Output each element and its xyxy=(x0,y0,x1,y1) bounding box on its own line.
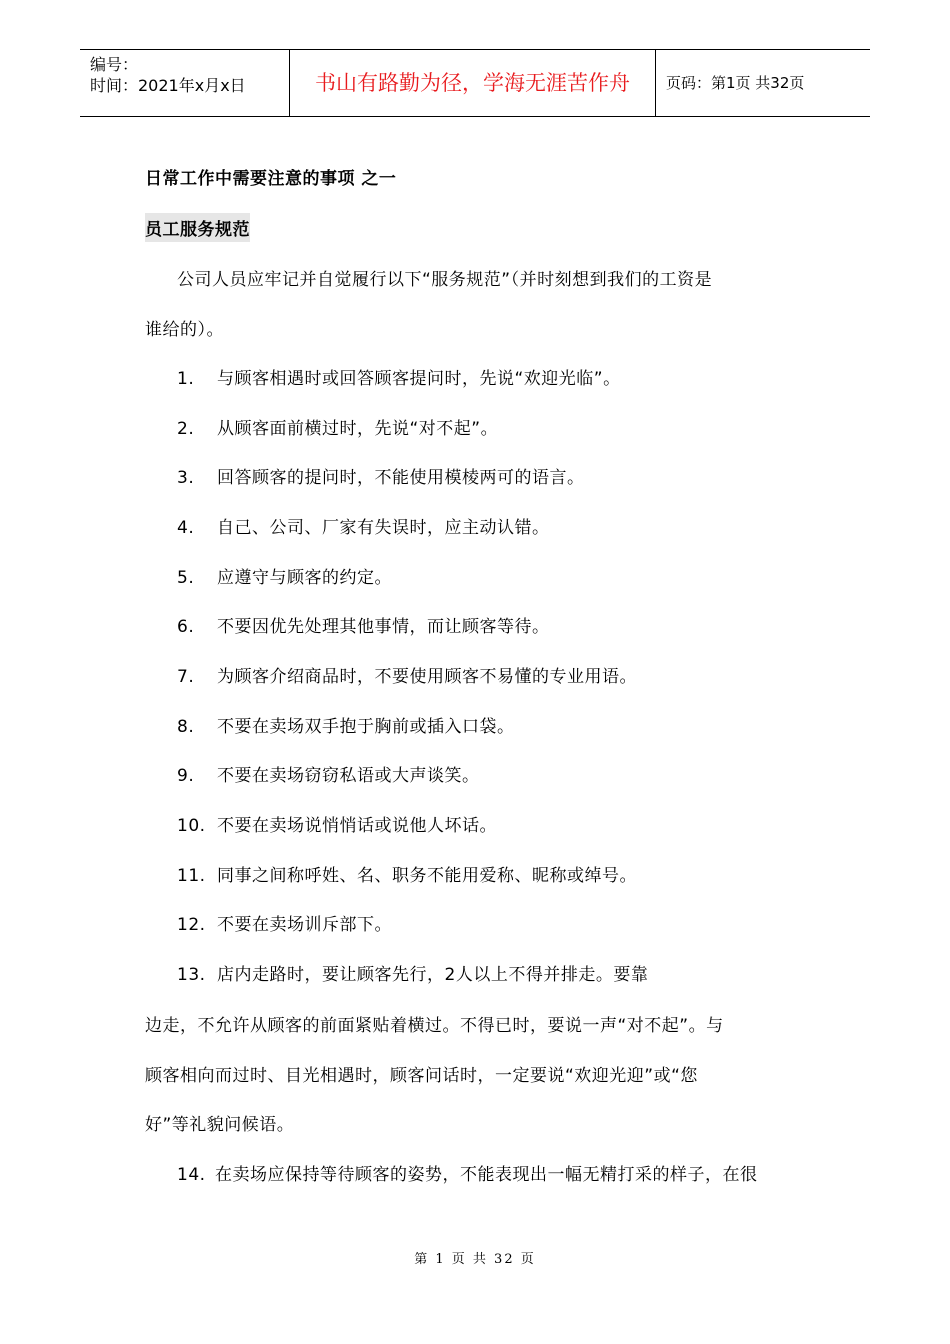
list-item-continuation: 好”等礼貌问候语。 xyxy=(145,1115,295,1135)
list-item xyxy=(177,563,392,588)
intro-line-1: 公司人员应牢记并自觉履行以下“服务规范”（并时刻想到我们的工资是 xyxy=(177,270,713,290)
list-item-text: 不要在卖场训斥部下。 xyxy=(217,915,392,935)
section-title: 员工服务规范 xyxy=(145,213,250,242)
list-item xyxy=(177,861,637,886)
list-item-number: 12. xyxy=(177,915,206,935)
intro-line-2: 谁给的）。 xyxy=(145,320,224,340)
list-item-text: 回答顾客的提问时，不能使用模棱两可的语言。 xyxy=(217,468,585,488)
list-item xyxy=(177,761,480,786)
list-item-text: 与顾客相遇时或回答顾客提问时，先说“欢迎光临”。 xyxy=(217,369,621,389)
list-item-text: 同事之间称呼姓、名、职务不能用爱称、昵称或绰号。 xyxy=(217,866,637,886)
list-item xyxy=(177,811,497,836)
list-item-number: 14. xyxy=(177,1165,206,1185)
list-item xyxy=(177,662,637,687)
list-item-number: 11. xyxy=(177,866,206,886)
list-item-text: 店内走路时，要让顾客先行，2人以上不得并排走。要靠 xyxy=(217,965,649,985)
list-item-number: 10. xyxy=(177,816,206,836)
list-item xyxy=(177,1160,758,1185)
list-item-number: 2. xyxy=(177,419,195,439)
list-item xyxy=(177,414,498,439)
list-item-number: 4. xyxy=(177,518,195,538)
header-page-info: 页码：第1页 共32页 xyxy=(666,74,805,92)
list-item xyxy=(177,612,550,637)
page-footer: 第 1 页 共 32 页 xyxy=(414,1252,536,1267)
list-item-number: 9. xyxy=(177,766,195,786)
header-motto: 书山有路勤为径，学海无涯苦作舟 xyxy=(315,71,630,95)
header-table xyxy=(80,49,870,117)
document-number-label: 编号： xyxy=(90,55,139,74)
list-item-text: 在卖场应保持等待顾客的姿势，不能表现出一幅无精打采的样子，在很 xyxy=(215,1165,758,1185)
list-item xyxy=(177,364,621,389)
list-item xyxy=(177,960,648,985)
list-item-number: 7. xyxy=(177,667,195,687)
list-item-text: 不要在卖场窃窃私语或大声谈笑。 xyxy=(217,766,480,786)
list-item-continuation: 边走，不允许从顾客的前面紧贴着横过。不得已时，要说一声“对不起”。与 xyxy=(145,1016,724,1036)
list-item-text: 自己、公司、厂家有失误时，应主动认错。 xyxy=(217,518,550,538)
list-item-text: 从顾客面前横过时，先说“对不起”。 xyxy=(217,419,499,439)
document-title: 日常工作中需要注意的事项 之一 xyxy=(145,169,397,189)
list-item-continuation: 顾客相向而过时、目光相遇时，顾客问话时，一定要说“欢迎光迎”或“您 xyxy=(145,1066,698,1086)
list-item xyxy=(177,910,392,935)
list-item-number: 6. xyxy=(177,617,195,637)
list-item-number: 13. xyxy=(177,965,206,985)
list-item-text: 不要在卖场双手抱于胸前或插入口袋。 xyxy=(217,717,515,737)
list-item-number: 5. xyxy=(177,568,195,588)
list-item xyxy=(177,463,585,488)
list-item-text: 不要因优先处理其他事情，而让顾客等待。 xyxy=(217,617,550,637)
list-item-number: 1. xyxy=(177,369,195,389)
list-item-text: 应遵守与顾客的约定。 xyxy=(217,568,392,588)
document-date: 时间：2021年x月x日 xyxy=(90,76,246,95)
list-item-number: 3. xyxy=(177,468,195,488)
list-item-text: 不要在卖场说悄悄话或说他人坏话。 xyxy=(217,816,497,836)
list-item xyxy=(177,712,515,737)
header-meta xyxy=(90,54,285,96)
header-divider-2 xyxy=(655,50,656,116)
list-item-number: 8. xyxy=(177,717,195,737)
list-item xyxy=(177,513,550,538)
list-item-text: 为顾客介绍商品时，不要使用顾客不易懂的专业用语。 xyxy=(217,667,637,687)
